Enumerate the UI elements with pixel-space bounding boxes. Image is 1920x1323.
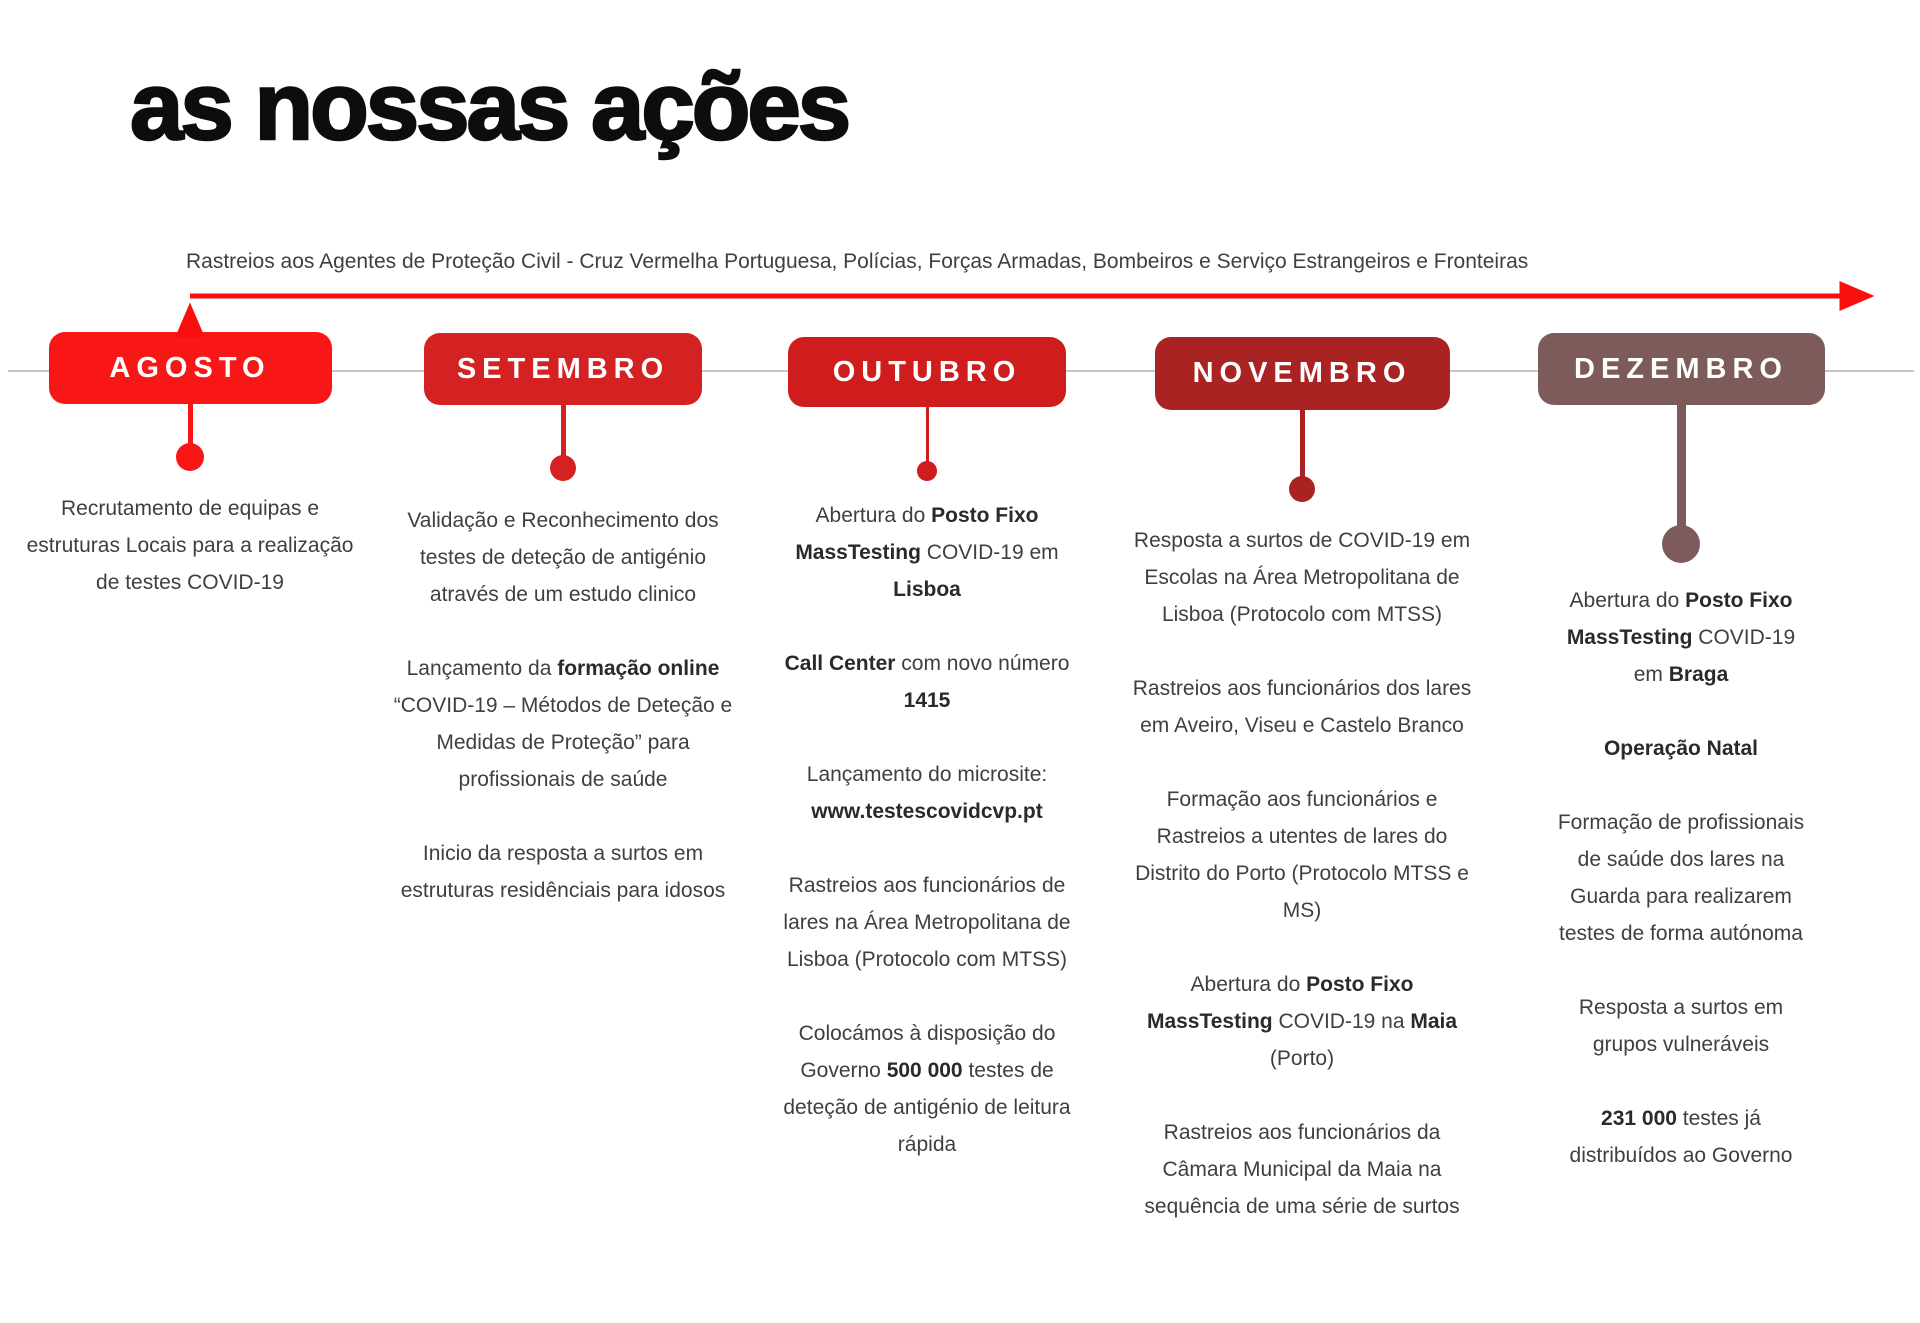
month-paragraph: Colocámos à disposição do Governo 500 000 testes de deteção de antigénio de leitura rápida — [783, 1022, 1071, 1156]
month-text-outubro — [777, 497, 1077, 1163]
page-title: as nossas ações — [130, 53, 849, 160]
month-label: OUTUBRO — [832, 355, 1022, 388]
month-paragraph: Resposta a surtos em grupos vulneráveis — [1578, 996, 1784, 1056]
month-text-setembro — [391, 502, 736, 909]
connector-line-dezembro — [1677, 403, 1686, 544]
month-text-agosto — [25, 490, 355, 601]
month-label: SETEMBRO — [456, 352, 670, 385]
month-paragraph: Operação Natal — [1603, 737, 1759, 760]
timeline-arrow-label: Rastreios aos Agentes de Proteção Civil - Cruz Vermelha Portuguesa, Polícias, Forças Armadas, Bombeiros e Serviço Estrangeiros e Fronteiras — [186, 250, 1529, 273]
month-paragraph: Inicio da resposta a surtos em estruturas residênciais para idosos — [400, 842, 726, 902]
month-paragraph: Validação e Reconhecimento dos testes de deteção de antigénio através de um estudo clinico — [407, 509, 719, 606]
month-label: AGOSTO — [109, 351, 271, 384]
month-badge-agosto — [49, 332, 332, 404]
connector-dot-dezembro — [1662, 525, 1700, 563]
month-label: DEZEMBRO — [1574, 352, 1788, 385]
connector-dot-novembro — [1289, 476, 1315, 502]
month-paragraph: Recrutamento de equipas e estruturas Locais para a realização de testes COVID-19 — [26, 497, 354, 594]
month-badge-outubro — [788, 337, 1066, 407]
month-paragraph: Resposta a surtos de COVID-19 em Escolas na Área Metropolitana de Lisboa (Protocolo com MTSS) — [1133, 529, 1471, 626]
month-paragraph: Abertura do Posto Fixo MassTesting COVID-19 em Lisboa — [795, 504, 1059, 601]
month-badge-novembro — [1155, 337, 1450, 410]
month-paragraph: Lançamento do microsite: www.testescovidcvp.pt — [806, 763, 1048, 823]
month-paragraph: Rastreios aos funcionários da Câmara Municipal da Maia na sequência de uma série de surtos — [1144, 1121, 1460, 1218]
month-paragraph: 231 000 testes já distribuídos ao Governo — [1569, 1107, 1793, 1167]
month-paragraph: Lançamento da formação online “COVID-19 – Métodos de Deteção e Medidas de Proteção” para profissionais de saúde — [393, 657, 733, 791]
month-paragraph: Formação de profissionais de saúde dos lares na Guarda para realizarem testes de forma autónoma — [1557, 811, 1805, 945]
month-label: NOVEMBRO — [1192, 357, 1412, 389]
month-paragraph: Abertura do Posto Fixo MassTesting COVID-19 em Braga — [1566, 589, 1796, 686]
connector-dot-setembro — [550, 455, 576, 481]
month-paragraph: Formação aos funcionários e Rastreios a utentes de lares do Distrito do Porto (Protocolo MTSS e MS) — [1135, 788, 1469, 922]
connector-dot-agosto — [176, 443, 204, 471]
month-paragraph: Rastreios aos funcionários de lares na Área Metropolitana de Lisboa (Protocolo com MTSS) — [783, 874, 1071, 971]
connector-dot-outubro — [917, 461, 937, 481]
month-text-dezembro — [1555, 582, 1807, 1174]
month-paragraph: Abertura do Posto Fixo MassTesting COVID-19 na Maia (Porto) — [1146, 973, 1458, 1070]
month-paragraph: Call Center com novo número 1415 — [784, 652, 1070, 712]
month-badge-dezembro — [1538, 333, 1825, 405]
month-paragraph: Rastreios aos funcionários dos lares em Aveiro, Viseu e Castelo Branco — [1132, 677, 1472, 737]
month-badge-setembro — [424, 333, 702, 405]
month-text-novembro — [1127, 522, 1477, 1225]
